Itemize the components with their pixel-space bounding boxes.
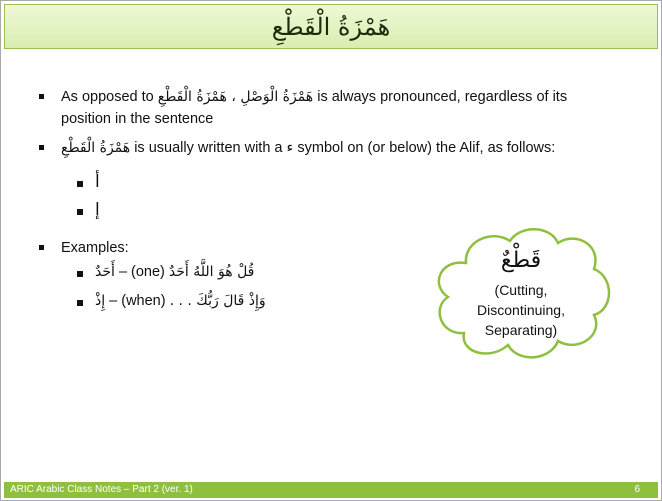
cloud-arabic-word: قَطْعٌ <box>500 248 542 273</box>
title-bar <box>4 4 658 49</box>
example-2-arabic-phrase: وَإِذْ قَالَ رَبُّكَ . . . <box>169 293 266 309</box>
example-2-meaning: – (when) <box>109 293 166 309</box>
sub-bullet-alif-hamza-above: أ <box>95 172 100 192</box>
bullet-1-arabic: هَمْزَةُ الْوَصْلِ ، هَمْزَةُ الْقَطْعِ <box>157 89 314 105</box>
bullet-2-text: is usually written with a ء symbol on (or below) the Alif, as follows: <box>134 140 556 156</box>
bullet-marker <box>39 245 44 250</box>
bullet-1-pre: As opposed to <box>61 89 154 105</box>
cloud-meaning-1: (Cutting, <box>494 282 548 298</box>
page-number: 6 <box>634 484 640 495</box>
bullet-2-arabic: هَمْزَةُ الْقَطْعِ <box>61 140 131 156</box>
example-2 <box>95 291 266 311</box>
example-1-arabic-word: أَحَدٌ <box>95 264 115 280</box>
sub-bullet-marker <box>77 300 83 306</box>
bullet-1-line2: position in the sentence <box>61 111 214 127</box>
example-1-meaning: – (one) <box>118 264 165 280</box>
bullet-1-line1 <box>61 87 567 107</box>
cloud-text <box>426 223 616 363</box>
cloud-meaning-2: Discontinuing, <box>477 302 565 318</box>
example-1-arabic-phrase: قُلْ هُوَ اللَّهُ أَحَدٌ <box>168 264 255 280</box>
footer-title: ARIC Arabic Class Notes – Part 2 (ver. 1) <box>10 484 193 495</box>
bullet-marker <box>39 145 44 150</box>
sub-bullet-marker <box>77 271 83 277</box>
example-2-arabic-word: إِذْ <box>95 293 106 309</box>
cloud-meaning-3: Separating) <box>484 322 558 338</box>
bullet-2-line <box>61 138 555 158</box>
cloud-callout <box>426 223 616 363</box>
sub-bullet-marker <box>77 181 83 187</box>
footer-bar <box>4 482 658 498</box>
sub-bullet-alif-hamza-below: إ <box>95 200 100 220</box>
slide-title: هَمْزَةُ الْقَطْعِ <box>271 12 391 41</box>
sub-bullet-marker <box>77 209 83 215</box>
bullet-marker <box>39 94 44 99</box>
examples-label: Examples: <box>61 240 129 256</box>
example-1 <box>95 262 254 282</box>
bullet-1-post: is always pronounced, regardless of its <box>317 89 568 105</box>
